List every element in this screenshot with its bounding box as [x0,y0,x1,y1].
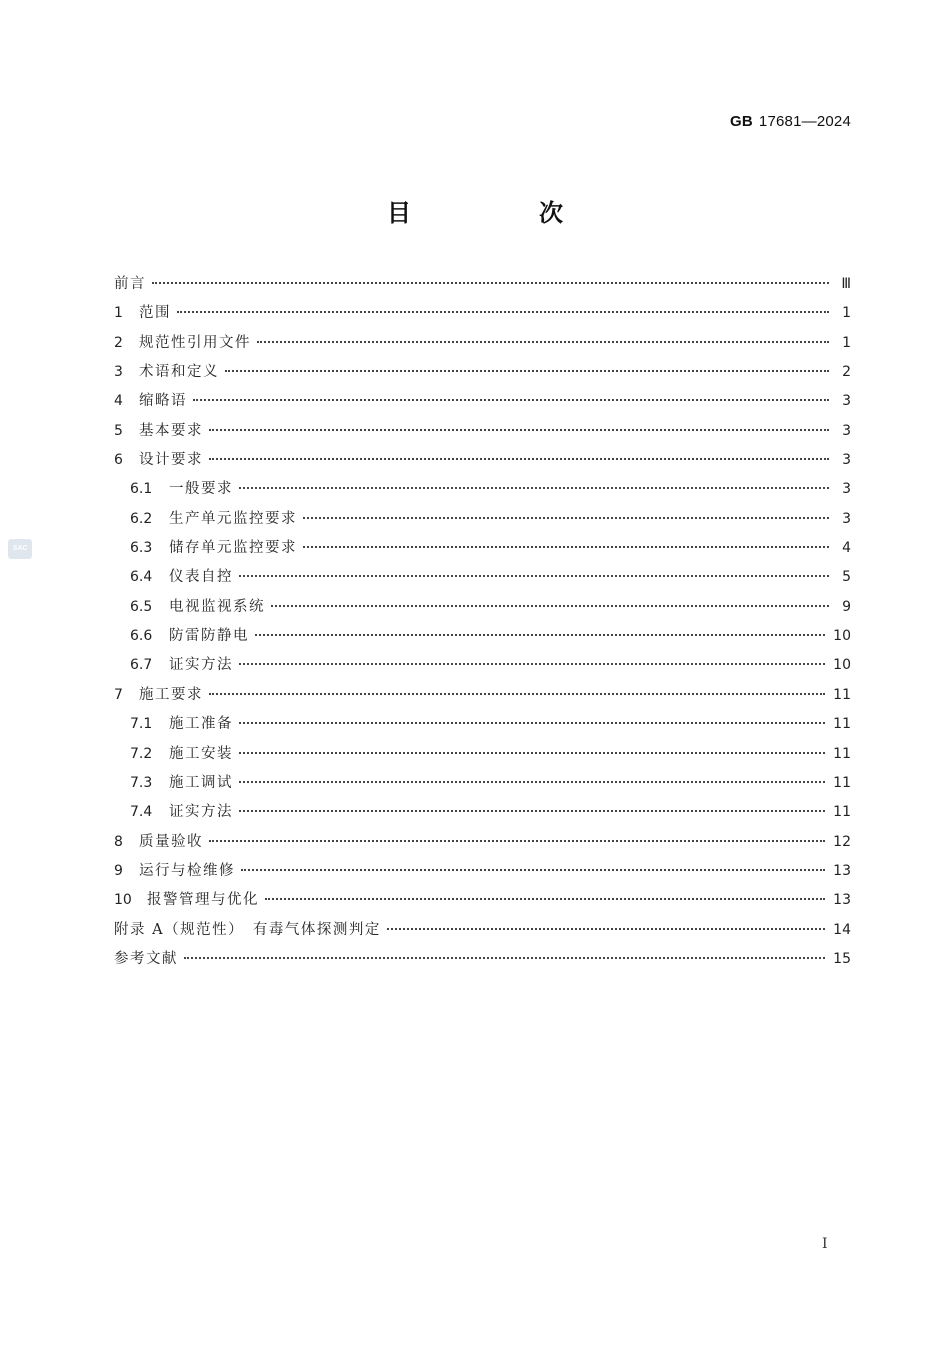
toc-dot-leader [265,898,825,900]
toc-entry-number: 2 [114,334,123,351]
page-number: I [822,1236,828,1252]
toc-entry-page: 2 [842,364,851,381]
toc-entry-label: 施工要求 [139,686,203,703]
toc-entry[interactable] [114,475,851,504]
toc-entry-number: 6.6 [130,628,153,645]
toc-dot-leader [239,722,825,724]
toc-dot-leader [152,282,829,284]
toc-entry-number: 7.3 [130,774,153,791]
toc-entry-page: 12 [833,833,851,850]
toc-entry[interactable] [114,857,851,886]
toc-entry-page: 15 [833,950,851,967]
toc-entry-number: 6.4 [130,569,153,586]
toc-entry[interactable] [114,329,851,358]
toc-entry[interactable] [114,916,851,945]
toc-entry[interactable] [114,828,851,857]
toc-entry-label: 电视监视系统 [169,598,265,615]
toc-entry[interactable] [114,505,851,534]
toc-dot-leader [209,429,829,431]
toc-entry-page: 3 [842,422,851,439]
toc-entry-number: 4 [114,393,123,410]
toc-entry-page: 1 [842,305,851,322]
toc-entry-label: 术语和定义 [139,364,219,381]
table-of-contents [114,270,851,974]
toc-entry-number: 6 [114,452,123,469]
toc-entry-label: 缩略语 [139,393,187,410]
toc-entry-number: 3 [114,364,123,381]
toc-entry-number: 7.1 [130,716,153,733]
toc-entry-label: 设计要求 [139,452,203,469]
toc-dot-leader [239,487,829,489]
toc-entry[interactable] [114,710,851,739]
toc-entry-label: 证实方法 [169,657,233,674]
toc-entry-label: 一般要求 [169,481,233,498]
toc-entry[interactable] [114,387,851,416]
toc-dot-leader [239,575,829,577]
standard-prefix: GB [730,113,753,130]
toc-entry-number: 7 [114,686,123,703]
toc-entry-label: 施工安装 [169,745,233,762]
toc-dot-leader [387,928,825,930]
toc-entry-label: 质量验收 [139,833,203,850]
toc-entry-page: 14 [833,921,851,938]
toc-entry-page: 1 [842,334,851,351]
toc-dot-leader [239,752,825,754]
toc-dot-leader [257,341,829,343]
toc-entry[interactable] [114,270,851,299]
toc-entry-number: 9 [114,862,123,879]
page-title: 目 次 [387,199,615,227]
toc-entry[interactable] [114,446,851,475]
toc-entry-label: 施工准备 [169,716,233,733]
toc-entry-number: 10 [114,892,132,909]
toc-entry-number: 6.1 [130,481,153,498]
toc-entry-number: 5 [114,422,123,439]
toc-entry[interactable] [114,945,851,974]
toc-entry[interactable] [114,534,851,563]
toc-entry-page: 3 [842,393,851,410]
toc-entry[interactable] [114,798,851,827]
toc-entry-page: 11 [833,774,851,791]
toc-entry-number: 6.5 [130,598,153,615]
toc-entry-label: 规范性引用文件 [139,334,251,351]
toc-entry[interactable] [114,417,851,446]
toc-entry-label: 生产单元监控要求 [169,510,297,527]
toc-entry-page: 4 [842,540,851,557]
toc-entry-label: 储存单元监控要求 [169,540,297,557]
toc-dot-leader [303,517,829,519]
toc-entry-label: 参考文献 [114,950,178,967]
toc-entry-label: 范围 [139,305,171,322]
standard-number: 17681—2024 [758,113,851,130]
toc-entry-number: 6.2 [130,510,153,527]
toc-entry[interactable] [114,740,851,769]
toc-entry-label: 仪表自控 [169,569,233,586]
toc-entry[interactable] [114,358,851,387]
toc-dot-leader [303,546,829,548]
toc-dot-leader [177,311,829,313]
toc-entry-page: 3 [842,481,851,498]
toc-dot-leader [184,957,825,959]
toc-dot-leader [241,869,825,871]
toc-dot-leader [239,781,825,783]
toc-entry-label: 防雷防静电 [169,628,249,645]
sac-logo-icon: SAC [8,539,32,559]
toc-entry[interactable] [114,593,851,622]
toc-dot-leader [239,663,825,665]
toc-entry-label: 证实方法 [169,804,233,821]
toc-entry[interactable] [114,622,851,651]
toc-entry[interactable] [114,563,851,592]
standard-code [730,113,851,130]
toc-entry-page: 9 [842,598,851,615]
toc-entry-page: 5 [842,569,851,586]
toc-dot-leader [193,399,829,401]
toc-entry-number: 6.3 [130,540,153,557]
toc-entry-label: 附录 A（规范性） 有毒气体探测判定 [114,921,381,938]
toc-entry-number: 7.2 [130,745,153,762]
toc-entry-number: 8 [114,833,123,850]
toc-entry-label: 运行与检维修 [139,862,235,879]
toc-entry-page: 3 [842,452,851,469]
toc-entry-page: 13 [833,862,851,879]
toc-entry-page: 13 [833,892,851,909]
toc-dot-leader [209,458,829,460]
toc-entry-page: 11 [833,745,851,762]
toc-entry-label: 基本要求 [139,422,203,439]
toc-dot-leader [239,810,825,812]
toc-entry-number: 1 [114,305,123,322]
toc-entry-number: 6.7 [130,657,153,674]
toc-entry-page: 10 [833,628,851,645]
toc-entry-page: 11 [833,804,851,821]
toc-entry-label: 报警管理与优化 [147,892,259,909]
toc-entry[interactable] [114,681,851,710]
toc-dot-leader [225,370,829,372]
toc-entry-page: 3 [842,510,851,527]
toc-entry-page: 10 [833,657,851,674]
toc-entry-label: 施工调试 [169,774,233,791]
toc-dot-leader [255,634,825,636]
toc-entry[interactable] [114,769,851,798]
toc-entry-page: 11 [833,716,851,733]
toc-entry-label: 前言 [114,276,146,292]
toc-entry[interactable] [114,886,851,915]
toc-entry[interactable] [114,299,851,328]
toc-dot-leader [209,840,825,842]
toc-dot-leader [209,693,825,695]
toc-dot-leader [271,605,829,607]
toc-entry[interactable] [114,651,851,680]
toc-entry-page: 11 [833,686,851,703]
toc-entry-page: Ⅲ [841,276,851,292]
toc-entry-number: 7.4 [130,804,153,821]
